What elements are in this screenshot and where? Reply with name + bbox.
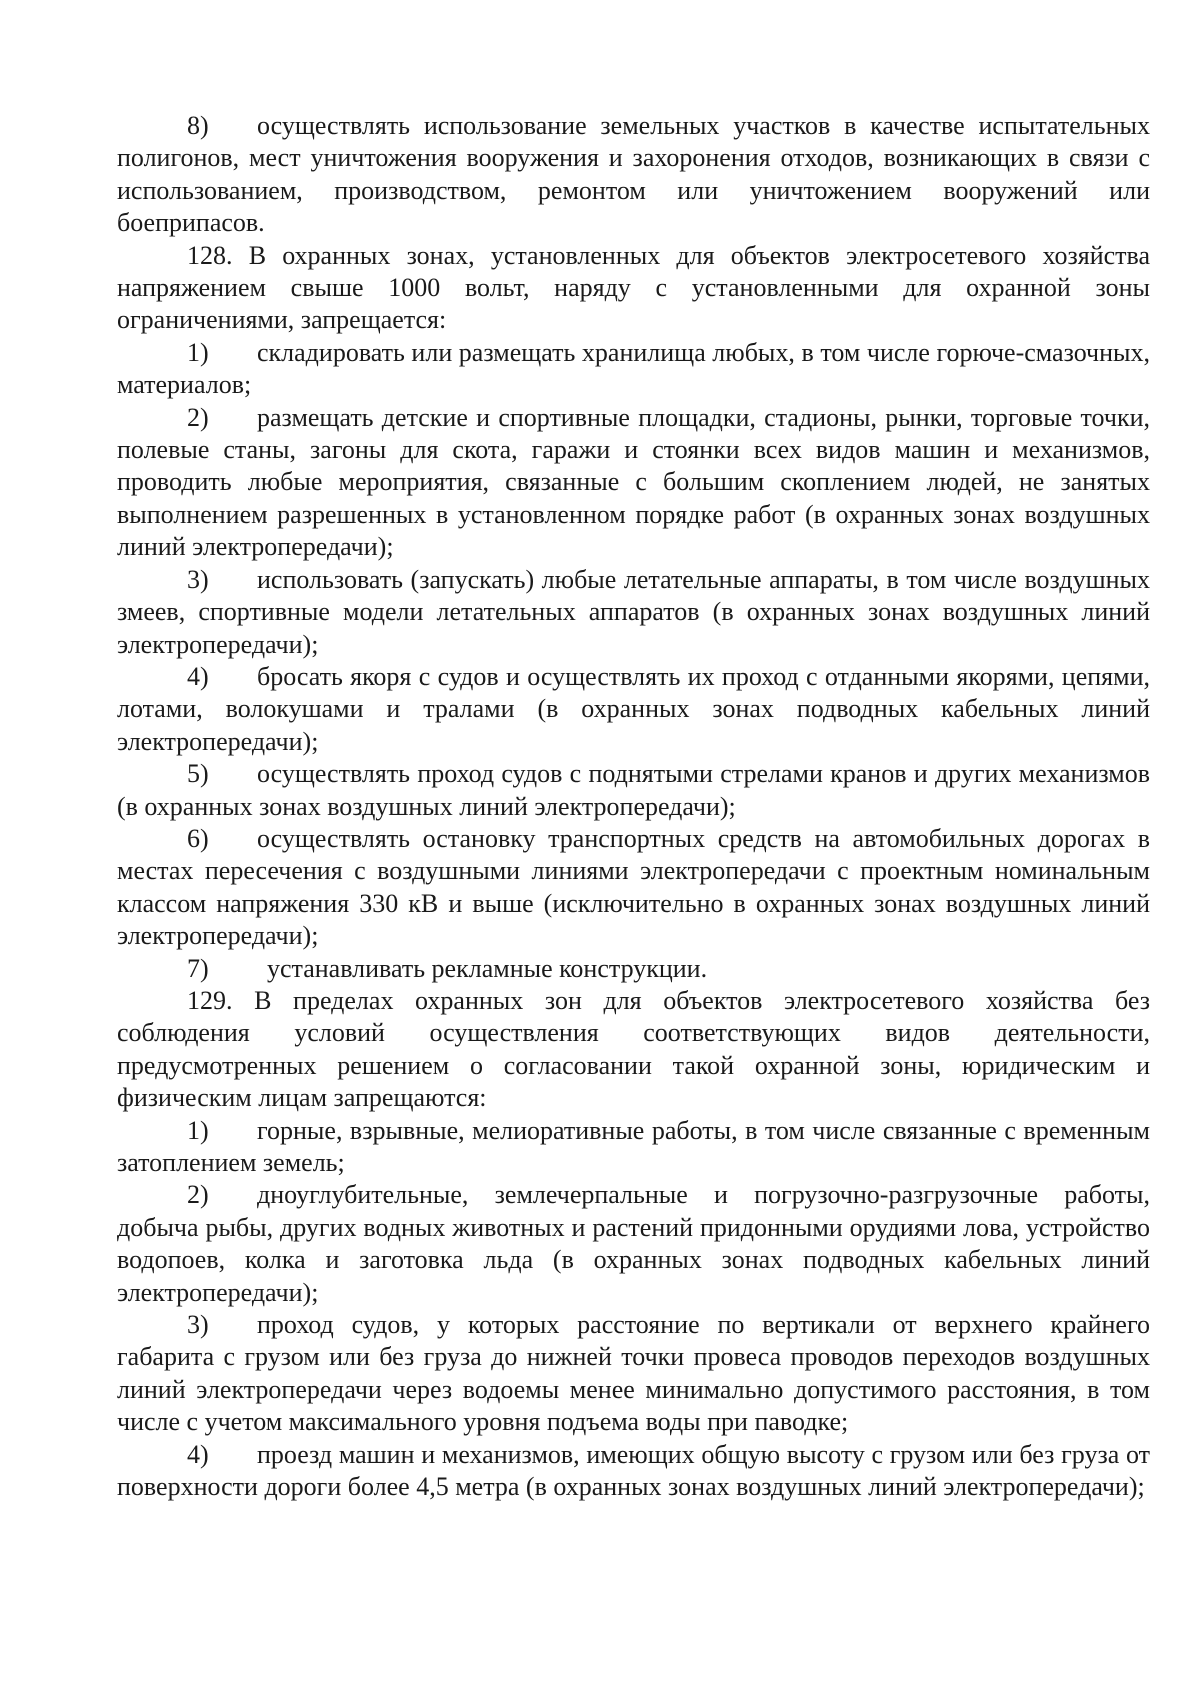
paragraph-128 xyxy=(117,240,1150,337)
item-text: устанавливать рекламные конструкции. xyxy=(267,953,708,983)
item-text: бросать якоря с судов и осуществлять их проход с отданными якорями, цепями, лотами, волокушами и тралами (в охранных зонах подводных кабельных линий электропередачи); xyxy=(117,661,1150,756)
list-item-128-6 xyxy=(117,823,1150,953)
item-text: использовать (запускать) любые летательные аппараты, в том числе воздушных змеев, спортивные модели летательных аппаратов (в охранных зонах воздушных линий электропередачи); xyxy=(117,564,1150,659)
list-item-129-2 xyxy=(117,1179,1150,1309)
item-text: горные, взрывные, мелиоративные работы, в том числе связанные с временным затоплением земель; xyxy=(117,1115,1150,1177)
item-number: 1) xyxy=(187,337,209,367)
item-number: 7) xyxy=(187,953,209,983)
item-number: 2) xyxy=(187,1180,209,1210)
item-text: осуществлять остановку транспортных средств на автомобильных дорогах в местах пересечения с воздушными линиями электропередачи с проектным номинальным классом напряжения 330 кВ и выше (исключительно в охранных зонах воздушных линий электропередачи); xyxy=(117,823,1150,951)
item-text: осуществлять проход судов с поднятыми стрелами кранов и других механизмов (в охранных зонах воздушных линий электропередачи); xyxy=(117,759,1150,821)
list-item-128-5 xyxy=(117,758,1150,823)
list-item-128-3 xyxy=(117,564,1150,661)
paragraph-number: 128. xyxy=(187,240,233,270)
item-text: проход судов, у которых расстояние по вертикали от верхнего крайнего габарита с грузом или без груза до нижней точки провеса проводов переходов воздушных линий электропередачи через водоемы менее минимально допустимого расстояния, в том числе с учетом максимального уровня подъема воды при паводке; xyxy=(117,1310,1150,1437)
item-text: размещать детские и спортивные площадки, стадионы, рынки, торговые точки, полевые станы, загоны для скота, гаражи и стоянки всех видов машин и механизмов, проводить любые мероприятия, связанные с большим скоплением людей, не занятых выполнением разрешенных в установленном порядке работ (в охранных зонах воздушных линий электропередачи); xyxy=(117,402,1150,562)
item-number: 3) xyxy=(187,1310,209,1340)
item-number: 4) xyxy=(187,661,209,691)
item-number: 5) xyxy=(187,759,209,789)
document-page xyxy=(117,110,1150,1503)
paragraph-129 xyxy=(117,985,1150,1115)
item-number: 8) xyxy=(187,111,209,140)
item-number: 4) xyxy=(187,1439,209,1469)
list-item-128-7 xyxy=(117,953,1150,985)
item-text: дноуглубительные, землечерпальные и погрузочно-разгрузочные работы, добыча рыбы, других водных животных и растений придонными орудиями лова, устройство водопоев, колка и заготовка льда (в охранных зонах подводных кабельных линий электропередачи); xyxy=(117,1180,1150,1307)
item-number: 1) xyxy=(187,1115,209,1145)
list-item-128-2 xyxy=(117,402,1150,564)
paragraph-text: В пределах охранных зон для объектов электросетевого хозяйства без соблюдения условий осуществления соответствующих видов деятельности, предусмотренных решением о согласовании такой охранной зоны, юридическим и физическим лицам запрещаются: xyxy=(117,985,1150,1113)
paragraph-text: В охранных зонах, установленных для объектов электросетевого хозяйства напряжением свыше 1000 вольт, наряду с установленными для охранной зоны ограничениями, запрещается: xyxy=(117,240,1151,335)
list-item-128-4 xyxy=(117,661,1150,758)
list-item-129-4 xyxy=(117,1439,1150,1504)
list-item-128-1 xyxy=(117,337,1150,402)
item-text: складировать или размещать хранилища любых, в том числе горюче-смазочных, материалов; xyxy=(117,337,1150,400)
list-item-129-3 xyxy=(117,1309,1150,1439)
list-item-129-1 xyxy=(117,1115,1150,1180)
item-number: 6) xyxy=(187,823,209,853)
list-item-8 xyxy=(117,110,1150,240)
paragraph-number: 129. xyxy=(187,985,233,1015)
item-text: проезд машин и механизмов, имеющих общую высоту с грузом или без груза от поверхности дороги более 4,5 метра (в охранных зонах воздушных линий электропередачи); xyxy=(117,1439,1150,1502)
item-number: 3) xyxy=(187,564,209,594)
item-text: осуществлять использование земельных участков в качестве испытательных полигонов, мест уничтожения вооружения и захоронения отходов, возникающих в связи с использованием, производством, ремонтом или уничтожением вооружений или боеприпасов. xyxy=(117,111,1150,238)
item-number: 2) xyxy=(187,402,209,432)
